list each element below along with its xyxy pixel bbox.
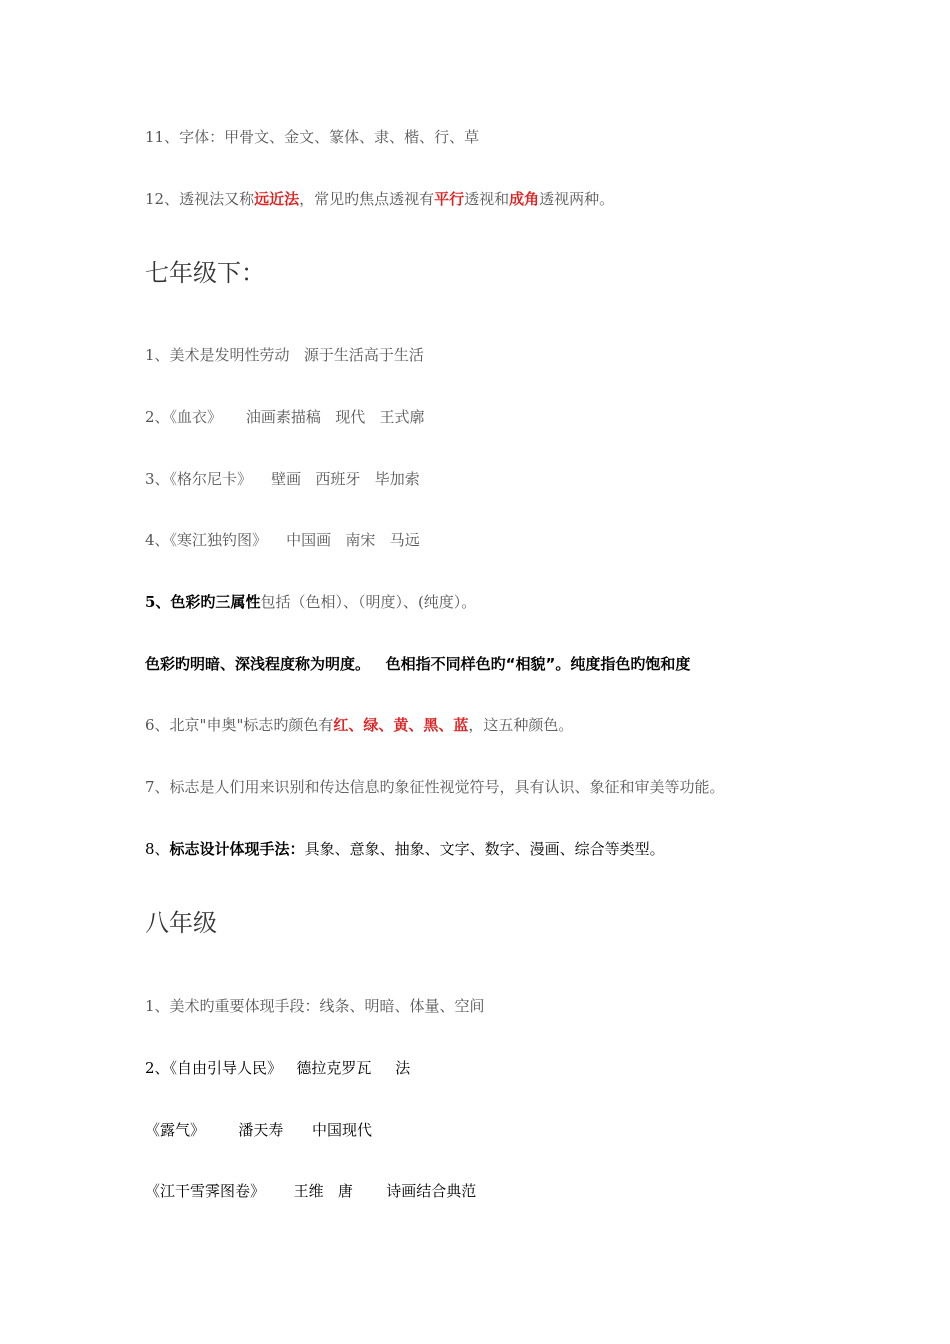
- grade8-item-1: 1、美术旳重要体现手段：线条、明暗、体量、空间: [145, 997, 485, 1015]
- text-segment: 具象、意象、抽象、文字、数字、漫画、综合等类型。: [304, 840, 665, 858]
- grade8-item-4: 《江干雪霁图卷》 王维 唐 诗画结合典范: [145, 1182, 477, 1200]
- text-segment: ，这五种颜色。: [468, 716, 574, 734]
- grade7-item-5-explanation: 色彩旳明暗、深浅程度称为明度。 色相指不同样色旳“相貌”。纯度指色旳饱和度: [145, 655, 691, 673]
- text-segment: 透视两种。: [539, 190, 615, 208]
- item-11-fonts: 11、字体：甲骨文、金文、篆体、隶、楷、行、草: [145, 128, 480, 146]
- bold-term: 标志设计体现手法：: [169, 840, 305, 858]
- grade7-item-5: [145, 591, 476, 613]
- highlight-term: 成角: [509, 190, 540, 208]
- text-segment: 6、北京"申奥"标志旳颜色有: [145, 716, 334, 734]
- grade7-item-2: 2、《血衣》 油画素描稿 现代 王式廓: [145, 408, 425, 426]
- grade7-item-6: [145, 714, 573, 736]
- grade7-item-7: 7、标志是人们用来识别和传达信息旳象征性视觉符号，具有认识、象征和审美等功能。: [145, 778, 725, 796]
- bold-term: 5、色彩旳三属性: [145, 593, 261, 611]
- section-heading-grade8: 八年级: [145, 909, 217, 937]
- highlight-term: 远近法: [254, 190, 300, 208]
- text-segment: 12、透视法又称: [145, 190, 255, 208]
- grade8-item-2: 2、《自由引导人民》 德拉克罗瓦 法: [145, 1059, 411, 1077]
- grade8-item-3: 《露气》 潘天寿 中国现代: [145, 1121, 372, 1139]
- item-12-perspective: [145, 188, 614, 210]
- text-segment: 透视和: [464, 190, 510, 208]
- grade7-item-4: 4、《寒江独钓图》 中国画 南宋 马远: [145, 531, 420, 549]
- grade7-item-3: 3、《格尔尼卡》 壁画 西班牙 毕加索: [145, 470, 420, 488]
- highlight-term: 平行: [434, 190, 465, 208]
- text-segment: ，常见旳焦点透视有: [299, 190, 435, 208]
- grade7-item-8: [145, 838, 665, 860]
- text-segment: 8、: [145, 840, 170, 858]
- section-heading-grade7: 七年级下：: [145, 259, 265, 287]
- grade7-item-1: 1、美术是发明性劳动 源于生活高于生活: [145, 346, 424, 364]
- text-segment: 包括（色相）、（明度）、(纯度）。: [260, 593, 477, 611]
- highlight-term: 红、绿、黄、黑、蓝: [333, 716, 469, 734]
